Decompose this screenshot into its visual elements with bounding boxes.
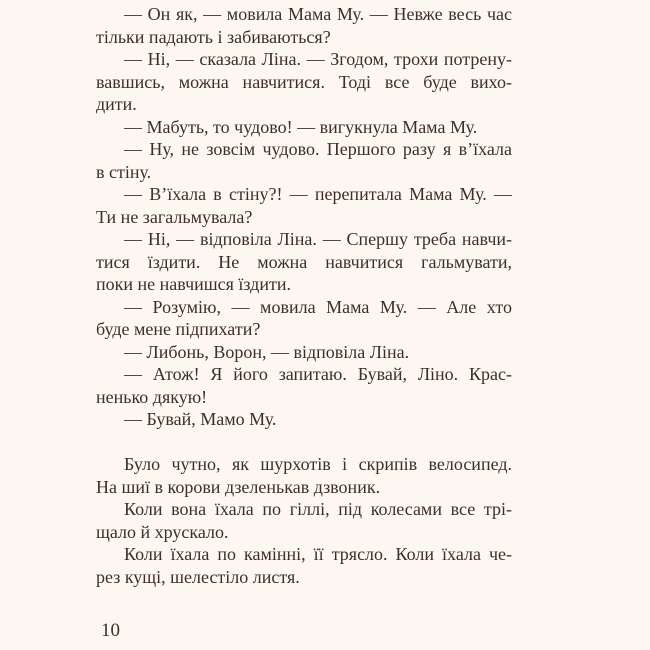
paragraph — [96, 48, 512, 116]
text-line: — Ні, — відповіла Ліна. — Спершу треба навчи- — [124, 229, 512, 249]
text-line: — Розумію, — мовила Мама Му. — Але хто — [124, 296, 512, 317]
text-line: Ти не загальмувала? — [96, 206, 253, 227]
page-number: 10 — [101, 620, 120, 641]
text-line: Коли їхала по камінні, її трясло. Коли їхала че- — [124, 544, 512, 564]
paragraph — [96, 363, 512, 408]
paragraph — [96, 116, 512, 139]
paragraph — [96, 183, 512, 228]
paragraph — [96, 543, 512, 588]
text-line: — В’їхала в стіну?! — перепитала Мама Му. — — [124, 184, 512, 204]
text-line: вавшись, можна навчитися. Тоді все буде вихо- — [96, 71, 512, 92]
text-line: — Ні, — сказала Ліна. — Згодом, трохи потрену- — [124, 49, 512, 69]
text-line: На шиї в корови дзеленькав дзвоник. — [96, 476, 381, 497]
text-line: щало й хрускало. — [96, 521, 229, 542]
text-line: рез кущі, шелестіло листя. — [96, 566, 300, 587]
page-text — [96, 3, 512, 588]
text-line: — Атож! Я його запитаю. Бувай, Ліно. Крас- — [124, 364, 512, 384]
paragraph — [96, 138, 512, 183]
text-line: ненько дякую! — [96, 386, 208, 407]
paragraph — [96, 498, 512, 543]
paragraph — [96, 341, 512, 364]
text-line: — Мабуть, то чудово! — вигукнула Мама Му. — [124, 116, 478, 137]
text-line: в стіну. — [96, 161, 152, 182]
text-line: Коли вона їхала по гіллі, під колесами все трі- — [124, 499, 512, 519]
text-line: дити. — [96, 94, 137, 114]
text-line: тільки падають і забиваються? — [96, 26, 331, 47]
text-line: поки не навчишся їздити. — [96, 274, 291, 294]
paragraph — [96, 3, 512, 48]
paragraph — [96, 408, 512, 431]
text-line: Було чутно, як шурхотів і скрипів велосипед. — [124, 454, 512, 474]
text-line: — Либонь, Ворон, — відповіла Ліна. — [124, 341, 410, 362]
paragraph — [96, 453, 512, 498]
paragraph — [96, 296, 512, 341]
text-line: — Ну, не зовсім чудово. Першого разу я в’їхала — [124, 139, 512, 159]
paragraph — [96, 228, 512, 296]
text-line: — Бувай, Мамо Му. — [124, 409, 277, 429]
text-line: тися їздити. Не можна навчитися гальмувати, — [96, 251, 512, 272]
text-line: — Он як, — мовила Мама Му. — Невже весь час — [124, 4, 512, 24]
text-line: буде мене підпихати? — [96, 319, 261, 339]
